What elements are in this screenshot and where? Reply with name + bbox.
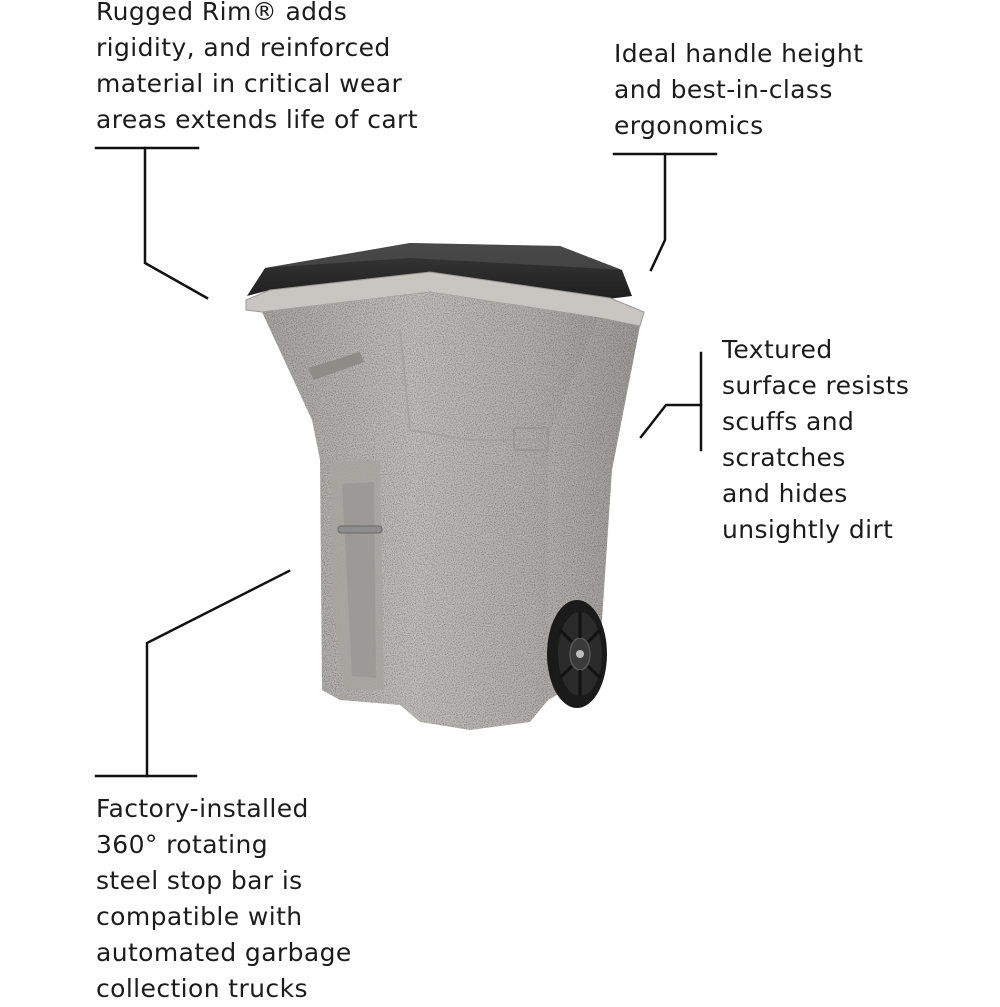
handle-line: ergonomics (614, 111, 764, 140)
stop-bar-description (96, 791, 352, 1007)
stop-bar-line: 360° rotating (96, 830, 268, 859)
handle-description (614, 36, 863, 144)
handle-line: Ideal handle height (614, 39, 864, 68)
textured-surface-line: Textured (722, 335, 833, 364)
handle-line: and best-in-class (614, 75, 833, 104)
textured-surface-line: unsightly dirt (722, 515, 894, 544)
stop-bar-line: Factory-installed (96, 794, 309, 823)
cart-wheel (547, 600, 607, 708)
textured-surface-line: and hides (722, 479, 848, 508)
textured-surface-description (722, 332, 909, 548)
rugged-rim-line: Rugged Rim® adds (96, 0, 348, 26)
textured-surface-line: scuffs and (722, 407, 855, 436)
rugged-rim-description (96, 0, 418, 138)
textured-surface-line: scratches (722, 443, 846, 472)
rugged-rim-line: material in critical wear (96, 69, 403, 98)
stop-bar-line: compatible with (96, 902, 303, 931)
textured-surface-line: surface resists (722, 371, 910, 400)
stop-bar-line: steel stop bar is (96, 866, 303, 895)
rugged-rim-line: rigidity, and reinforced (96, 33, 391, 62)
stop-bar-line: automated garbage (96, 938, 352, 967)
stop-bar-line: collection trucks (96, 974, 308, 1003)
steel-stop-bar (338, 526, 382, 533)
rugged-rim-line: areas extends life of cart (96, 105, 418, 134)
